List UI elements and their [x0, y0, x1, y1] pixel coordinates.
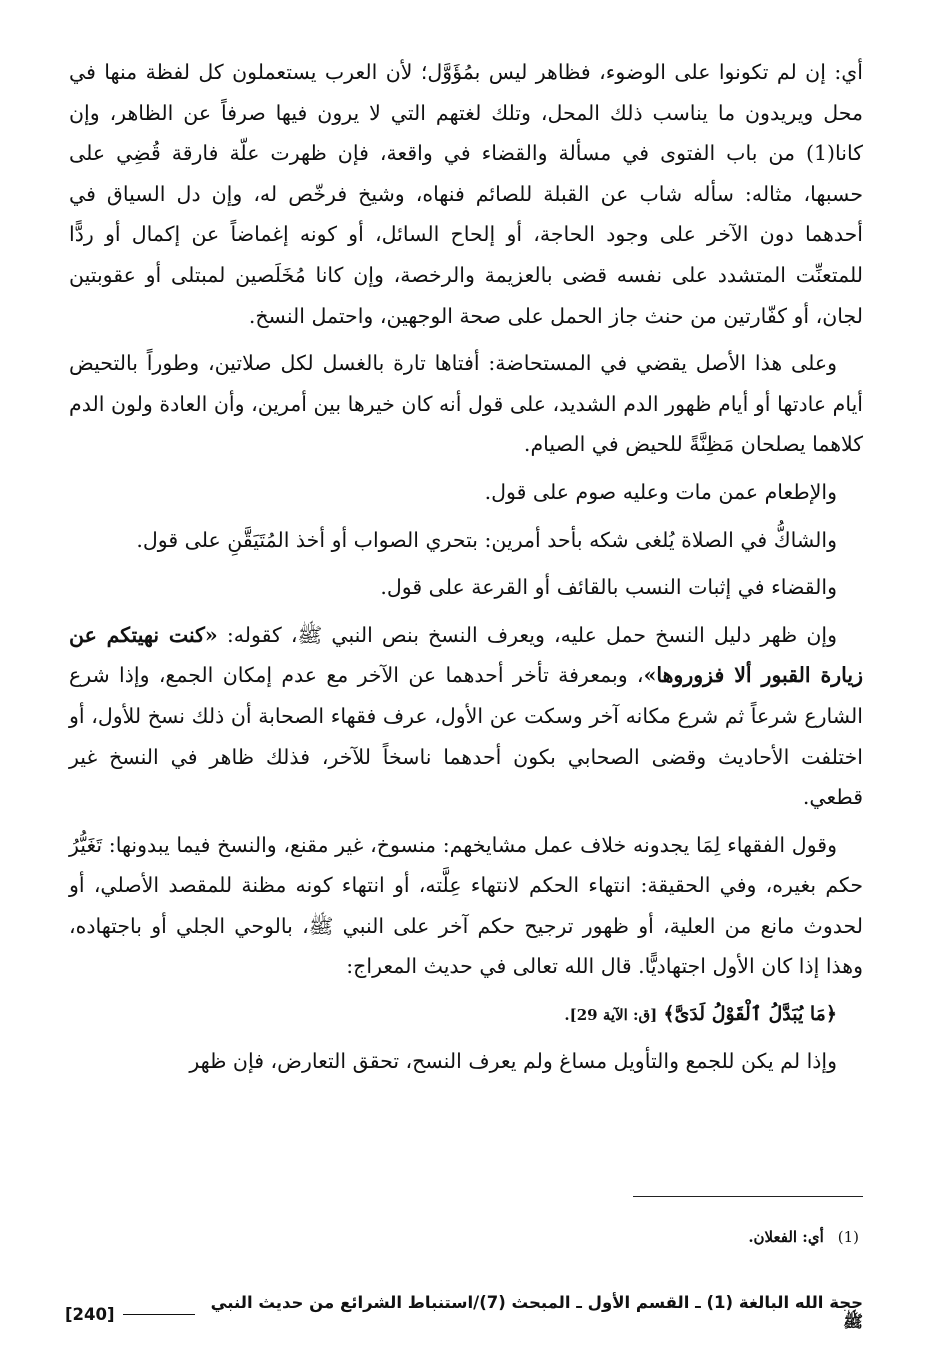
page-body: [69, 52, 863, 1089]
quran-citation: [69, 994, 863, 1035]
footnote-text: أي: الفعلان.: [748, 1228, 824, 1246]
paragraph-fuqaha: وقول الفقهاء لِمَا يجدونه خلاف عمل مشايخهم: منسوخ، غير مقنع، والنسخ فيما يبدونها: تَغَيُّرُ حكم بغيره، وفي الحقيقة: انتهاء الحكم لانتهاء عِلَّته، أو انتهاء كونه مظنة للمقصد الأصلي، أو لحدوث مانع من العلية، أو ظهور ترجيح حكم آخر على النبي ﷺ، بالوحي الجلي أو باجتهاده، وهذا إذا كان الأول اجتهاديًّا. قال الله تعالى في حديث المعراج:: [69, 832, 863, 979]
paragraph-hadith: [69, 615, 863, 818]
hadith-rest: ، وبمعرفة تأخر أحدهما عن الآخر مع عدم إمكان الجمع، وإذا شرع الشارع شرعاً ثم شرع مكانه آخر وسكت عن الأول، عرف فقهاء الصحابة أن ذلك نسخ للأول، أو اختلفت الأحاديث وقضى الصحابي بكون أحدهما ناسخاً للآخر، فذلك ظاهر في النسخ غير قطعي.: [69, 663, 863, 810]
quran-verse: ﴿مَا يُبَدَّلُ ٱلْقَوْلُ لَدَىَّ﴾: [663, 1003, 837, 1026]
quran-reference: [ق: الآية 29].: [564, 1006, 658, 1025]
footnote: [748, 1228, 859, 1246]
page-number: [240]: [65, 1305, 115, 1324]
paragraph-1: أي: إن لم تكونوا على الوضوء، فظاهر ليس بمُؤَوَّل؛ لأن العرب يستعملون كل لفظة منها في محل ويريدون ما يناسب ذلك المحل، وتلك لغتهم التي لا يرون فيها صرفاً عن الظاهر، وإن كانا(1) من باب الفتوى في مسألة والقضاء في واقعة، فإن ظهرت علّة فارقة قُضِي على حسبها، مثاله: سأله شاب عن القبلة للصائم فنهاه، وشيخ فرخّص له، وإن دل السياق في أحدهما دون الآخر على وجود الحاجة، أو إلحاح السائل، أو كونه إغماضاً عن إكمال أو ردًّا للمتعنِّت المتشدد على نفسه قضى بالعزيمة والرخصة، وإن كانا مُخَلَصين لمبتلى أو عقوبتين لجان، أو كفّارتين من حنث جاز الحمل على صحة الوجهين، واحتمل النسخ.: [69, 60, 863, 328]
footnote-number: (1): [837, 1228, 859, 1246]
footnote-divider: [633, 1196, 863, 1197]
hadith-intro: وإن ظهر دليل النسخ حمل عليه، ويعرف النسخ بنص النبي ﷺ، كقوله:: [217, 622, 838, 647]
running-footer: [65, 1293, 863, 1336]
hadith-quote: «كنت نهيتكم عن زيارة القبور ألا فزوروها»: [69, 622, 863, 688]
paragraph-4: والشاكُّ في الصلاة يُلغى شكه بأحد أمرين: بتحري الصواب أو أخذ المُتَيَقَّنِ على قول.: [136, 527, 837, 552]
paragraph-2: وعلى هذا الأصل يقضي في المستحاضة: أفتاها تارة بالغسل لكل صلاتين، وطوراً بالتحيض أيام عادتها أو أيام ظهور الدم الشديد، على قول أنه كان خيرها بين أمرين، وأن العادة ولون الدم كلاهما يصلحان مَظِنَّةً للحيض في الصيام.: [69, 351, 863, 457]
paragraph-3: والإطعام عمن مات وعليه صوم على قول.: [484, 479, 837, 504]
paragraph-5: والقضاء في إثبات النسب بالقائف أو القرعة على قول.: [380, 575, 837, 600]
running-title: حجة الله البالغة (1) ـ القسم الأول ـ المبحث (7)/استنباط الشرائع من حديث النبي ﷺ: [210, 1293, 863, 1331]
footer-rule: [123, 1314, 195, 1315]
paragraph-last: وإذا لم يكن للجمع والتأويل مساغ ولم يعرف النسح، تحقق التعارض، فإن ظهر: [189, 1049, 837, 1074]
